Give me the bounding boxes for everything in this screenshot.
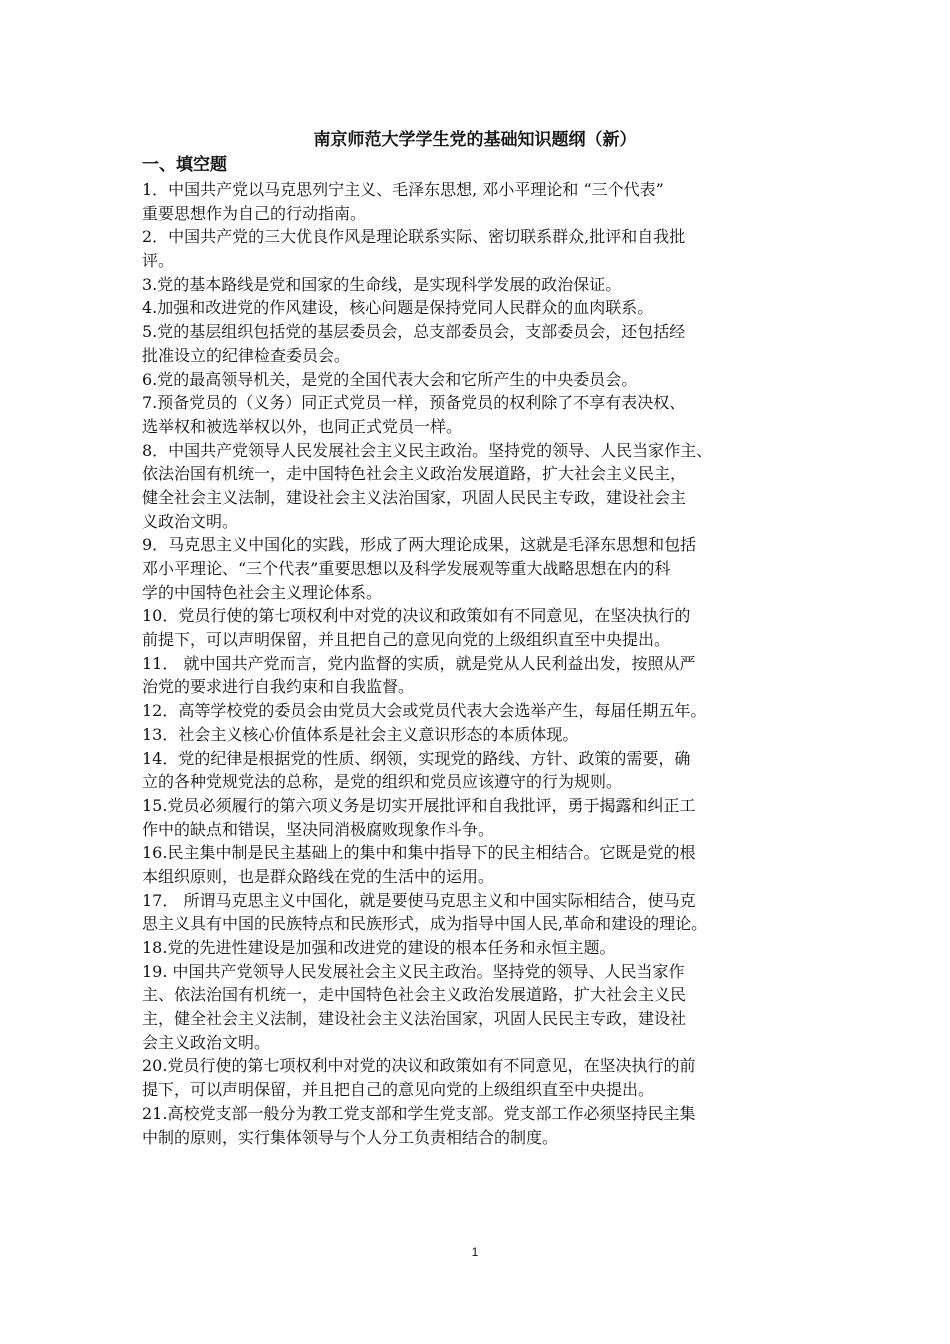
document-title: 南京师范大学学生党的基础知识题纲（新） <box>313 130 637 150</box>
text-line: 治党的要求进行自我约束和自我监督。 <box>142 677 415 697</box>
text-line: 本组织原则，也是群众路线在党的生活中的运用。 <box>142 866 495 886</box>
text-line: 义政治文明。 <box>142 511 239 531</box>
text-line: 8．中国共产党领导人民发展社会主义民主政治。坚持党的领导、人民当家作主、 <box>142 440 713 460</box>
text-line: 4.加强和改进党的作风建设，核心问题是保持党同人民群众的血肉联系。 <box>142 298 654 318</box>
text-line: 2．中国共产党的三大优良作风是理论联系实际、密切联系群众,批评和自我批 <box>142 227 686 247</box>
text-line: 5.党的基层组织包括党的基层委员会，总支部委员会，支部委员会，还包括经 <box>142 322 686 342</box>
text-line: 20.党员行使的第七项权利中对党的决议和政策如有不同意见，在坚决执行的前 <box>142 1056 696 1076</box>
text-line: 重要思想作为自己的行动指南。 <box>142 203 367 223</box>
text-line: 15.党员必须履行的第六项义务是切实开展批评和自我批评，勇于揭露和纠正工 <box>142 795 696 815</box>
text-line: 健全社会主义法制，建设社会主义法治国家，巩固人民民主专政，建设社会主 <box>142 487 687 507</box>
page-number: 1 <box>471 1245 479 1259</box>
text-line: 主，健全社会主义法制，建设社会主义法治国家，巩固人民民主专政，建设社 <box>142 1009 687 1029</box>
text-line: 前提下，可以声明保留，并且把自己的意见向党的上级组织直至中央提出。 <box>142 630 671 650</box>
text-line: 10．党员行使的第七项权利中对党的决议和政策如有不同意见，在坚决执行的 <box>142 606 691 626</box>
text-line: 3.党的基本路线是党和国家的生命线，是实现科学发展的政治保证。 <box>142 274 622 294</box>
text-line: 思主义具有中国的民族特点和民族形式，成为指导中国人民,革命和建设的理论。 <box>142 914 708 934</box>
text-line: 会主义政治文明。 <box>142 1032 271 1052</box>
text-line: 6.党的最高领导机关，是党的全国代表大会和它所产生的中央委员会。 <box>142 369 638 389</box>
text-line: 中制的原则，实行集体领导与个人分工负责相结合的制度。 <box>142 1127 559 1147</box>
text-line: 12．高等学校党的委员会由党员大会或党员代表大会选举产生，每届任期五年。 <box>142 701 707 721</box>
text-line: 立的各种党规党法的总称，是党的组织和党员应该遵守的行为规则。 <box>142 772 623 792</box>
text-line: 提下，可以声明保留，并且把自己的意见向党的上级组织直至中央提出。 <box>142 1080 655 1100</box>
text-line: 1．中国共产党以马克思列宁主义、毛泽东思想, 邓小平理论和 “三个代表” <box>142 180 664 199</box>
text-line: 9．马克思主义中国化的实践，形成了两大理论成果，这就是毛泽东思想和包括 <box>142 535 697 555</box>
text-line: 17． 所谓马克思主义中国化，就是要使马克思主义和中国实际相结合，使马克 <box>142 890 696 910</box>
text-line: 13．社会主义核心价值体系是社会主义意识形态的本质体现。 <box>142 724 579 744</box>
text-line: 邓小平理论、“三个代表”重要思想以及科学发展观等重大战略思想在内的科 <box>142 559 671 578</box>
text-line: 21.高校党支部一般分为教工党支部和学生党支部。党支部工作必须坚持民主集 <box>142 1103 696 1123</box>
text-line: 学的中国特色社会主义理论体系。 <box>142 582 383 602</box>
section-heading: 一、填空题 <box>142 155 227 175</box>
document-body <box>142 178 832 1149</box>
text-line: 选举权和被选举权以外，也同正式党员一样。 <box>142 416 463 436</box>
text-line: 评。 <box>142 251 175 271</box>
text-line: 19. 中国共产党领导人民发展社会主义民主政治。坚持党的领导、人民当家作 <box>142 961 685 981</box>
text-line: 批准设立的纪律检查委员会。 <box>142 345 351 365</box>
text-line: 11． 就中国共产党而言，党内监督的实质，就是党从人民利益出发，按照从严 <box>142 653 696 673</box>
text-line: 7.预备党员的（义务）同正式党员一样，预备党员的权利除了不享有表决权、 <box>142 393 686 413</box>
text-line: 作中的缺点和错误，坚决同消极腐败现象作斗争。 <box>142 819 495 839</box>
text-line: 依法治国有机统一，走中国特色社会主义政治发展道路，扩大社会主义民主， <box>142 464 687 484</box>
text-line: 18.党的先进性建设是加强和改进党的建设的根本任务和永恒主题。 <box>142 938 616 957</box>
text-line: 14．党的纪律是根据党的性质、纲领，实现党的路线、方针、政策的需要，确 <box>142 748 691 768</box>
text-line: 主、依法治国有机统一，走中国特色社会主义政治发展道路，扩大社会主义民 <box>142 985 687 1005</box>
text-line: 16.民主集中制是民主基础上的集中和集中指导下的民主相结合。它既是党的根 <box>142 843 696 863</box>
